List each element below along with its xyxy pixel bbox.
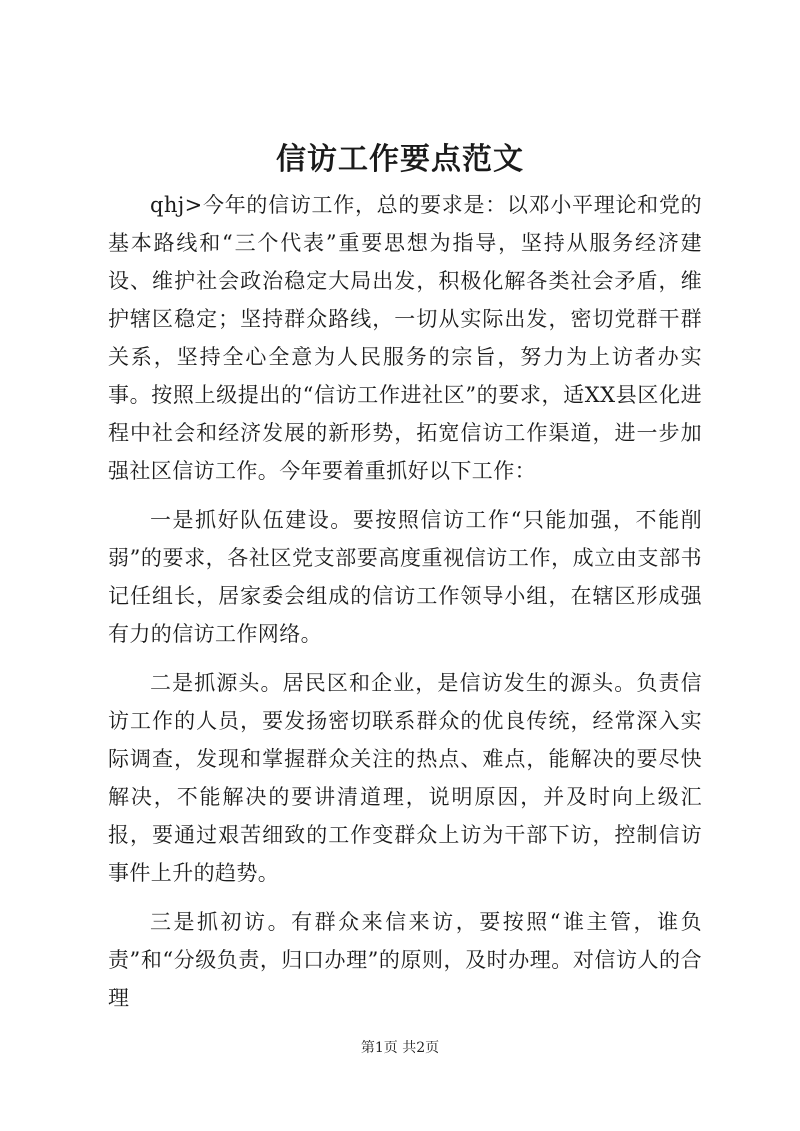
paragraph-intro: qhj>今年的信访工作，总的要求是：以邓小平理论和党的基本路线和“三个代表”重要思想为指导，坚持从服务经济建设、维护社会政治稳定大局出发，积极化解各类社会矛盾，维护辖区稳定；坚持群众路线，一切从实际出发，密切党群干群关系，坚持全心全意为人民服务的宗旨，努力为上访者办实事。按照上级提出的“信访工作进社区”的要求，适XX县区化进程中社会和经济发展的新形势，拓宽信访工作渠道，进一步加强社区信访工作。今年要着重抓好以下工作： bbox=[108, 193, 702, 483]
paragraph-team-building: 一是抓好队伍建设。要按照信访工作“只能加强，不能削弱”的要求，各社区党支部要高度重视信访工作，成立由支部书记任组长，居家委会组成的信访工作领导小组，在辖区形成强有力的信访工作网络。 bbox=[108, 508, 702, 646]
paragraph-source: 二是抓源头。居民区和企业，是信访发生的源头。负责信访工作的人员，要发扬密切联系群众的优良传统，经常深入实际调查，发现和掌握群众关注的热点、难点，能解决的要尽快解决，不能解决的要讲清道理，说明原因，并及时向上级汇报，要通过艰苦细致的工作变群众上访为干部下访，控制信访事件上升的趋势。 bbox=[108, 671, 702, 885]
document-title: 信访工作要点范文 bbox=[276, 142, 524, 177]
paragraph-first-visit: 三是抓初访。有群众来信来访，要按照“谁主管，谁负责”和“分级负责，归口办理”的原则，及时办理。对信访人的合理 bbox=[108, 910, 702, 1010]
page-footer: 第1页 共2页 bbox=[360, 1040, 440, 1056]
document-body bbox=[108, 186, 702, 1028]
